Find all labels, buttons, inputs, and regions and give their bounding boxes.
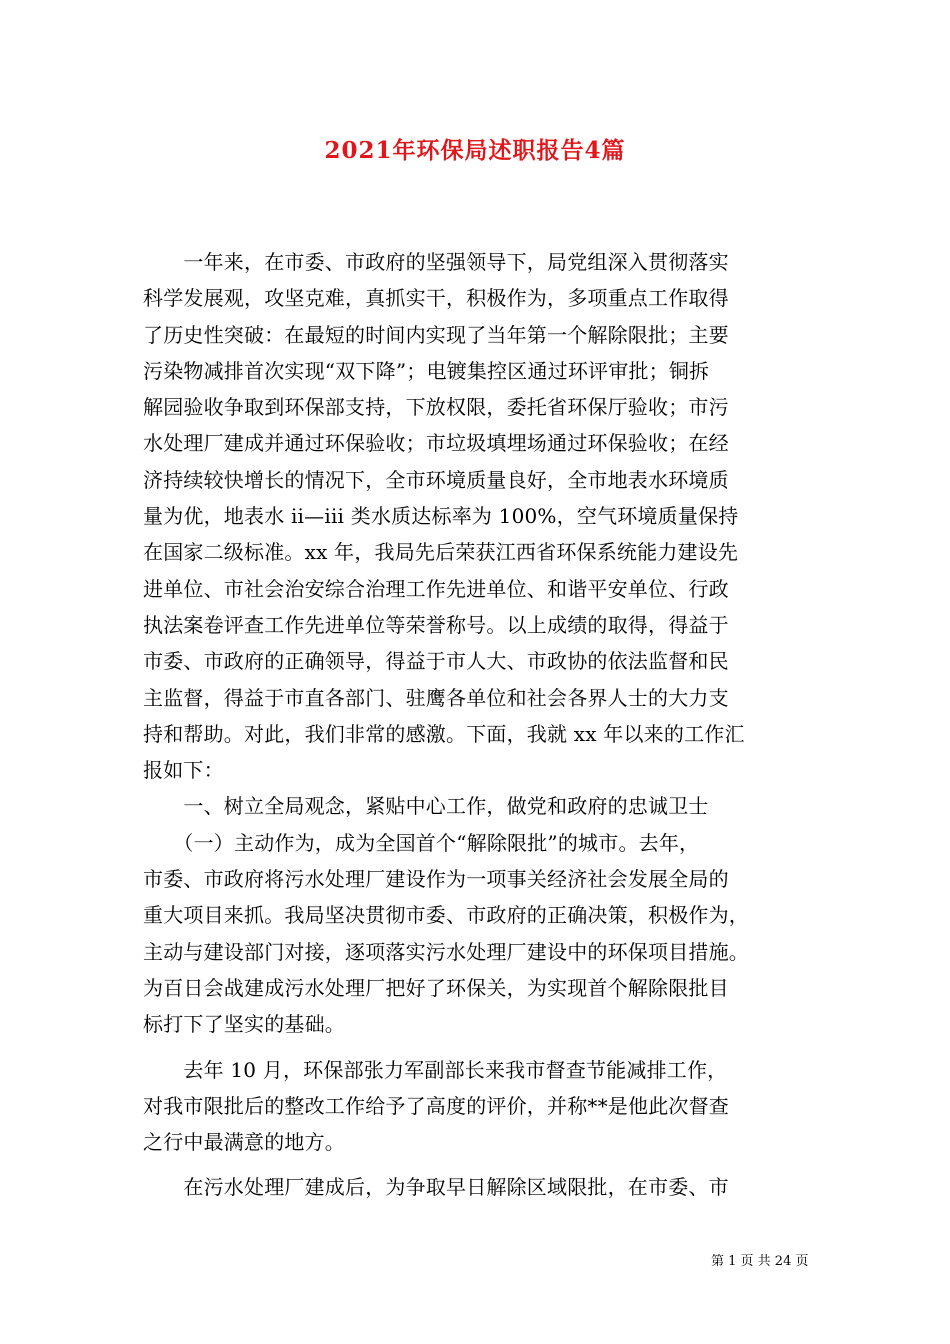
- text-line: 去年 10 月，环保部张力军副部长来我市督查节能减排工作，: [143, 1057, 728, 1082]
- text-line: （一）主动作为，成为全国首个“解除限批”的城市。去年，: [143, 830, 700, 855]
- document-title: 2021年环保局述职报告4篇: [324, 137, 626, 164]
- text-line: 在国家二级标准。xx 年，我局先后荣获江西省环保系统能力建设先: [143, 540, 739, 565]
- section-heading: 一、树立全局观念，紧贴中心工作，做党和政府的忠诚卫士: [143, 794, 709, 819]
- text-line: 之行中最满意的地方。: [143, 1130, 345, 1155]
- text-line: 进单位、市社会治安综合治理工作先进单位、和谐平安单位、行政: [143, 576, 729, 601]
- text-line: 主动与建设部门对接，逐项落实污水处理厂建设中的环保项目措施。: [143, 939, 749, 964]
- text-line: 主监督，得益于市直各部门、驻鹰各单位和社会各界人士的大力支: [143, 685, 729, 710]
- text-line: 对我市限批后的整改工作给予了高度的评价，并称**是他此次督查: [143, 1093, 729, 1118]
- text-line: 济持续较快增长的情况下，全市环境质量良好，全市地表水环境质: [143, 467, 729, 492]
- text-line: 市委、市政府的正确领导，得益于市人大、市政协的依法监督和民: [143, 649, 729, 674]
- paragraph-gap: [143, 1043, 808, 1052]
- text-line: 为百日会战建成污水处理厂把好了环保关，为实现首个解除限批目: [143, 975, 729, 1000]
- paragraph-gap: [143, 1160, 808, 1169]
- text-line: 标打下了坚实的基础。: [143, 1012, 345, 1037]
- text-line: 解园验收争取到环保部支持，下放权限，委托省环保厅验收；市污: [143, 395, 729, 420]
- text-line: 持和帮助。对此，我们非常的感激。下面，我就 xx 年以来的工作汇: [143, 721, 745, 746]
- text-line: 了历史性突破：在最短的时间内实现了当年第一个解除限批；主要: [143, 322, 729, 347]
- text-line: 量为优，地表水 ii—iii 类水质达标率为 100%，空气环境质量保持: [143, 504, 739, 529]
- text-line: 市委、市政府将污水处理厂建设作为一项事关经济社会发展全局的: [143, 867, 729, 892]
- document-body: [143, 244, 808, 1206]
- text-line: 科学发展观，攻坚克难，真抓实干，积极作为，多项重点工作取得: [143, 286, 729, 311]
- text-line: 在污水处理厂建成后，为争取早日解除区域限批，在市委、市: [143, 1175, 729, 1200]
- page-number-footer: 第 1 页 共 24 页: [711, 1254, 809, 1269]
- text-line: 污染物减排首次实现“双下降”；电镀集控区通过环评审批；铜拆: [143, 358, 710, 383]
- text-line: 水处理厂建成并通过环保验收；市垃圾填埋场通过环保验收；在经: [143, 431, 729, 456]
- text-line: 重大项目来抓。我局坚决贯彻市委、市政府的正确决策，积极作为，: [143, 903, 749, 928]
- text-line: 报如下：: [143, 758, 224, 783]
- text-line: 一年来，在市委、市政府的坚强领导下，局党组深入贯彻落实: [143, 250, 729, 274]
- text-line: 执法案卷评查工作先进单位等荣誉称号。以上成绩的取得，得益于: [143, 612, 729, 637]
